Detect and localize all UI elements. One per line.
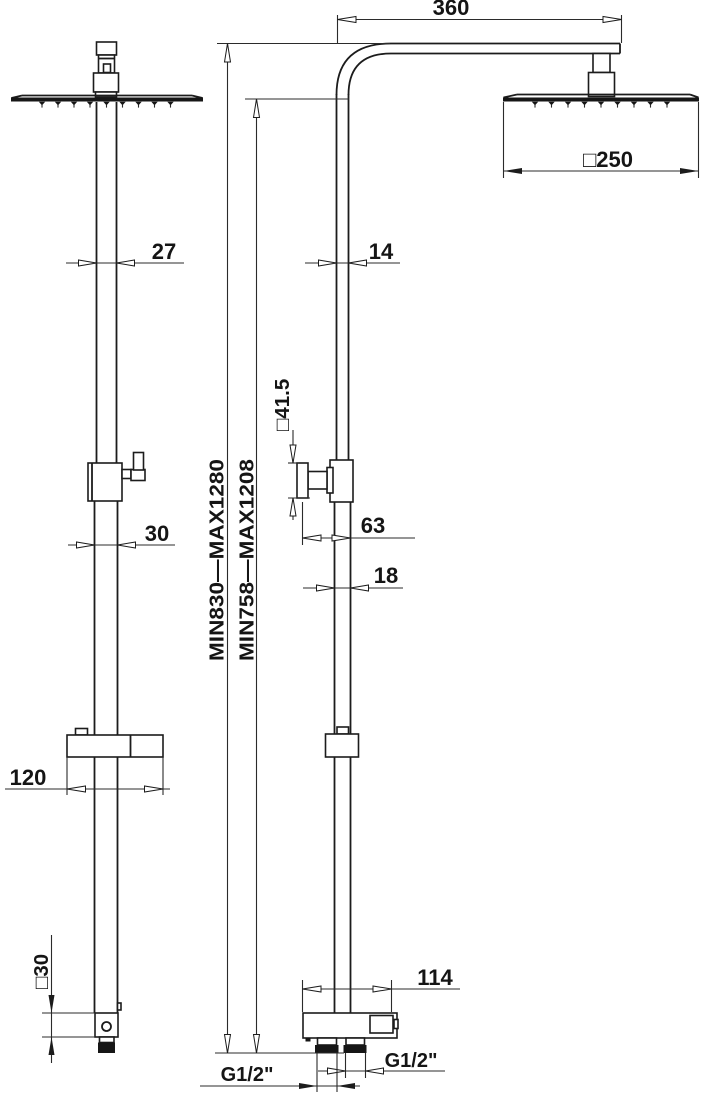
- head-connector-side: [589, 54, 615, 97]
- spray-nozzles-front: [39, 102, 174, 108]
- dim-arm-length-label: 360: [432, 0, 470, 20]
- spray-nozzles-side: [532, 102, 670, 108]
- dim-wall-to-riser: [303, 502, 416, 545]
- dim-head-size: [504, 102, 699, 178]
- bottom-connector-front: [95, 1003, 121, 1053]
- dim-lower-riser-width: [303, 563, 403, 591]
- dim-head-height-label: MIN758—MAX1208: [235, 477, 259, 661]
- dim-lower-pole-width-label: 30: [144, 521, 170, 546]
- dim-height-ranges: [206, 44, 391, 1054]
- dim-upper-pole-width-label: 27: [151, 239, 177, 264]
- dim-upper-riser-width: [305, 239, 400, 266]
- dim-inlet-left-label: G1/2": [220, 1064, 274, 1086]
- dim-overall-height-label: MIN830—MAX1280: [205, 477, 229, 661]
- dim-inlet-right-label: G1/2": [384, 1050, 438, 1072]
- shower-pole-front: [95, 102, 118, 1013]
- dim-slider-bracket-width: [5, 757, 170, 795]
- slider-block-side: [326, 727, 359, 757]
- side-view: [297, 44, 699, 1054]
- dim-slider-bracket-width-label: 120: [9, 765, 47, 790]
- top-swivel-connector-front: [94, 42, 119, 97]
- slider-bracket-front: [67, 729, 163, 758]
- dim-wall-to-riser-label: 63: [360, 513, 386, 538]
- dim-wall-bracket-label: □41.5: [271, 378, 294, 431]
- dim-mixer-body-width: [303, 965, 461, 1012]
- dim-upper-pole-width: [66, 239, 184, 266]
- dim-lower-pole-width: [68, 521, 175, 548]
- dim-lower-riser-width-label: 18: [373, 563, 399, 588]
- dim-bottom-connector-label: □30: [30, 953, 53, 989]
- front-view: [11, 42, 203, 1053]
- dim-bottom-connector: [30, 935, 95, 1063]
- dim-upper-riser-width-label: 14: [368, 239, 394, 264]
- dim-wall-bracket: [271, 379, 310, 520]
- dim-arm-length: [338, 0, 622, 43]
- mixer-housing-side: [303, 1013, 398, 1053]
- dim-mixer-body-width-label: 114: [417, 965, 453, 990]
- dim-head-size-label: □250: [583, 147, 633, 172]
- wall-bracket-side: [297, 460, 353, 502]
